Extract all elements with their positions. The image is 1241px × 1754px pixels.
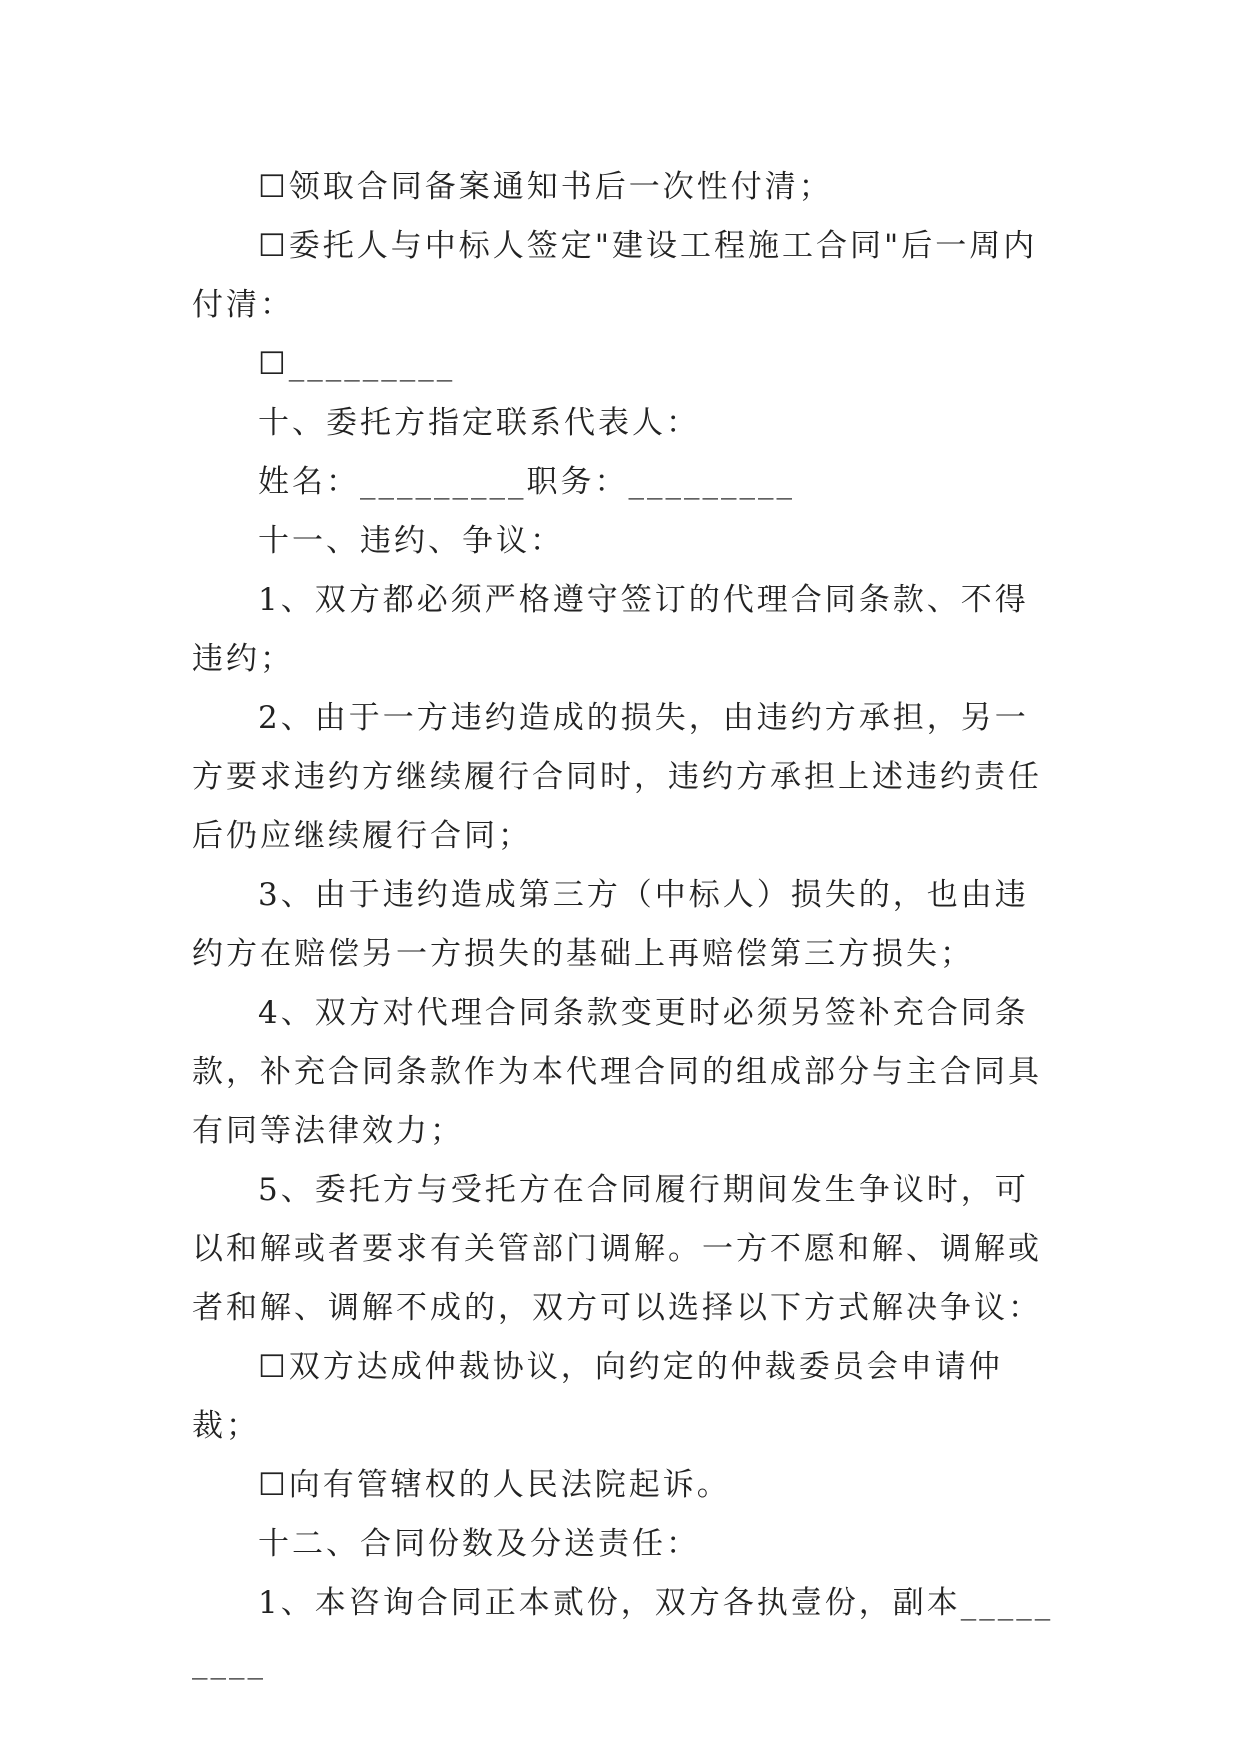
- paragraph-contact-name-title: 姓名：_________职务：_________: [258, 464, 795, 500]
- clause-11-1: 1、双方都必须严格遵守签订的代理合同条款、不得违约；: [192, 582, 1029, 677]
- clause-12-1: 1、本咨询合同正本贰份，双方各执壹份，副本_________: [192, 1585, 1054, 1680]
- dispute-option-court: ☐向有管辖权的人民法院起诉。: [258, 1467, 731, 1503]
- section-12-heading: 十二、合同份数及分送责任：: [258, 1526, 700, 1562]
- clause-11-5: 5、委托方与受托方在合同履行期间发生争议时，可以和解或者要求有关管部门调解。一方不愿和解、调解或者和解、调解不成的，双方可以选择以下方式解决争议：: [192, 1172, 1042, 1326]
- document-body: [192, 158, 1062, 1692]
- paragraph-payment-option-1: ☐领取合同备案通知书后一次性付清；: [258, 169, 833, 205]
- clause-11-4: 4、双方对代理合同条款变更时必须另签补充合同条款，补充合同条款作为本代理合同的组成部分与主合同具有同等法律效力；: [192, 995, 1042, 1149]
- clause-11-3: 3、由于违约造成第三方（中标人）损失的，也由违约方在赔偿另一方损失的基础上再赔偿第三方损失；: [192, 877, 1029, 972]
- paragraph-payment-option-3: ☐_________: [258, 346, 456, 382]
- dispute-option-arbitration: ☐双方达成仲裁协议，向约定的仲裁委员会申请仲裁；: [192, 1349, 1003, 1444]
- clause-11-2: 2、由于一方违约造成的损失，由违约方承担，另一方要求违约方继续履行合同时，违约方承担上述违约责任后仍应继续履行合同；: [192, 700, 1042, 854]
- section-11-heading: 十一、违约、争议：: [258, 523, 564, 559]
- section-10-heading: 十、委托方指定联系代表人：: [258, 405, 700, 441]
- paragraph-payment-option-2: ☐委托人与中标人签定"建设工程施工合同"后一周内付清：: [192, 228, 1038, 323]
